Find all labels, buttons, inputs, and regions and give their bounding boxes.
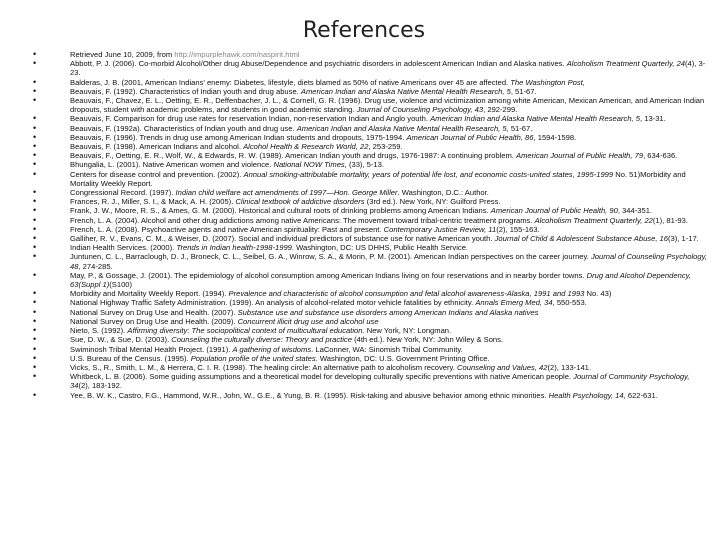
reference-item (0, 289, 710, 298)
reference-text: Congressional Record. (1997). (70, 188, 176, 198)
reference-source: Substance use and substance use disorders among American Indians and Alaska natives (237, 307, 539, 317)
reference-text: Beauvais, F. (1992a). Characteristics of Indian youth and drug use. (70, 123, 297, 133)
reference-source: Prevalence and characteristic of alcohol consumption and fetal alcohol awareness-Alaska, 1991 and 1993 (228, 289, 585, 299)
reference-text: Beauvais, F., Oetting, E. R., Wolf, W., & Edwards, R. W. (1989). American Indian youth and drugs, 1976-1987: A continuing problem. (70, 151, 517, 161)
reference-item (0, 225, 710, 234)
slide-title: References (302, 18, 426, 43)
bullet-icon: • (33, 141, 37, 152)
reference-text: Beauvais, F. (1992). Characteristics of Indian youth and drug abuse. (70, 86, 301, 96)
reference-text: Nieto, S. (1992). (70, 326, 128, 336)
reference-text: National Survey on Drug Use and Health. (2007). (70, 307, 238, 317)
reference-text: Bhungalia, L. (2001). Native American women and violence. (70, 160, 274, 170)
reference-text: Vicks, S., R., Smith, L. M., & Herrera, C. I. R. (1998). The healing circle: An alternative path to alcoholism recovery. (70, 362, 458, 372)
reference-text: . Washington, DC: US DHHS, Public Health Service. (291, 243, 469, 253)
bullet-icon: • (33, 168, 37, 179)
reference-text: No. 51)Morbidity and Mortality Weekly Report. (70, 169, 686, 188)
bullet-icon: • (33, 214, 37, 225)
reference-item (0, 308, 710, 317)
reference-item (0, 372, 710, 390)
reference-text: Indian Health Services. (2000). (70, 243, 177, 253)
reference-text: (33), 5-13. (346, 160, 384, 170)
reference-text: , 274-285. (78, 261, 113, 271)
reference-item (0, 188, 710, 197)
bullet-icon: • (33, 205, 37, 216)
reference-link[interactable]: http://impurplehawk.com/naspirit.html (174, 50, 300, 59)
reference-text: (4th ed.). New York, NY: John Wiley & Sons. (351, 335, 504, 345)
reference-item (0, 234, 710, 243)
bullet-icon: • (33, 315, 37, 326)
reference-source: Drug and Alcohol Dependency, 63(Suppl 1) (70, 270, 691, 290)
reference-item (0, 363, 710, 372)
bullet-icon: • (33, 389, 37, 400)
reference-item (0, 59, 710, 77)
bullet-icon: • (33, 371, 37, 382)
bullet-icon: • (33, 187, 37, 198)
reference-item (0, 87, 710, 96)
reference-text: French, L. A. (2004). Alcohol and other drug addictions among native Americans: The movement toward tribal-centric treatment programs. (70, 215, 535, 225)
reference-list (0, 50, 710, 400)
bullet-icon: • (33, 76, 37, 87)
reference-source: Affirming diversity: The sociopolitical context of multicultural education (127, 326, 363, 336)
reference-text: , 634-636. (643, 151, 678, 161)
reference-text: , 51-67. (506, 123, 533, 133)
reference-item (0, 206, 710, 215)
reference-item (0, 197, 710, 206)
reference-text: (3), 1-17. (667, 234, 699, 244)
reference-item (0, 298, 710, 307)
reference-item (0, 160, 710, 169)
bullet-icon: • (33, 233, 37, 244)
reference-item (0, 170, 710, 188)
reference-source: American Journal of Public Health, 79 (516, 151, 644, 161)
reference-source: American Journal of Public Health, 86 (406, 132, 534, 142)
reference-item (0, 354, 710, 363)
bullet-icon: • (33, 343, 37, 354)
reference-source: Journal of Community Psychology, 34 (70, 372, 690, 391)
reference-source: Journal of Counseling Psychology, 43 (356, 105, 484, 115)
reference-text: National Highway Traffic Safety Administration. (1999). An analysis of alcohol-related motor vehicle fatalities by ethnicity. (70, 298, 476, 308)
reference-text: Beauvais, F., Chavez, E. L., Oetting, E. R., Deffenbacher, J. L., & Cornell, G. R. (1996). Drug use, violence and victimization among white American, Mexican American, and American Indian dropouts, student with academic problems, and students in good academic standing. (70, 96, 705, 115)
reference-item (0, 243, 710, 252)
reference-text: (2), 133-141. (547, 362, 591, 372)
reference-source: American Indian and Alaska Native Mental Health Research, 5 (430, 114, 640, 124)
reference-source: Concurrent illicit drug use and alcohol use (237, 316, 379, 326)
reference-text: , 344-351. (617, 206, 653, 216)
reference-source: National NOW Times, (273, 160, 347, 170)
reference-text: (4), 3-23. (70, 59, 706, 78)
reference-text: Frank, J. W., Moore, R. S., & Ames, G. M. (2000). Historical and cultural roots of drinking problems among American Indians. (70, 206, 491, 216)
reference-text: Morbidity and Mortality Weekly Report. (1994). (70, 289, 229, 299)
reference-text: Abbott, P. J. (2006). Co-morbid Alcohol/Other drug Abuse/Dependence and psychiatric disorders in adolescent American Indian and Alaska natives. (70, 59, 567, 69)
bullet-icon: • (33, 131, 37, 142)
bullet-icon: • (33, 242, 37, 253)
reference-text: Frances, R. J., Miller, S. I., & Mack, A. H. (2005). (70, 197, 236, 207)
reference-source: Health Psychology, 14, (548, 390, 626, 400)
reference-text: Yee, B. W. K., Castro, F.G., Hammond, W.R., John, W., G.E., & Yung, B. R. (1995). Risk-taking and abusive behavior among ethnic minorities. (70, 390, 549, 400)
reference-text: National Survey on Drug Use and Health. (2009). (70, 316, 238, 326)
reference-text: Beauvais, F. Comparison for drug use rates for reservation Indian, non-reservation Indian and Anglo youth. (70, 114, 431, 124)
reference-text: , 13-31. (640, 114, 666, 124)
bullet-icon: • (33, 352, 37, 363)
reference-source: Population profile of the united states (190, 353, 316, 363)
reference-source: Journal of Counseling Psychology, 48 (70, 252, 707, 271)
reference-text: . LaConner, WA: Sinomish Tribal Community. (311, 344, 463, 354)
reference-source: American Indian and Alaska Native Mental Health Research, 5 (300, 86, 511, 96)
reference-item (0, 96, 710, 114)
reference-item (0, 151, 710, 160)
reference-text: , 292-299. (483, 105, 518, 115)
reference-text: Whitbeck, L. B. (2006). Some guiding assumptions and a theoretical model for developing culturally specific preventions with native American people. (70, 372, 574, 382)
reference-text: , 51-67. (510, 86, 537, 96)
reference-source: Counseling and Values, 42 (457, 362, 548, 372)
bullet-icon: • (33, 159, 37, 170)
reference-source: Indian child welfare act amendments of 1997—Hon. George Miller (175, 188, 398, 198)
reference-item (0, 391, 710, 400)
reference-text: Centers for disease control and prevention. (2002). (70, 169, 244, 179)
reference-item (0, 271, 710, 289)
reference-text: (1), 81-93. (652, 215, 688, 225)
reference-text: . New York, NY: Longman. (362, 326, 452, 336)
reference-source: Counseling the culturally diverse: Theory and practice (171, 335, 352, 345)
bullet-icon: • (33, 334, 37, 345)
reference-text: May, P., & Gossage, J. (2001). The epidemiology of alcohol consumption among American Indians living on four reservations and in nearby border towns. (70, 270, 587, 280)
reference-source: American Journal of Public Health, 90 (490, 206, 618, 216)
reference-source: Trends in Indian health-1998-1999 (176, 243, 292, 253)
reference-text: Retrieved June 10, 2009, from (70, 50, 175, 59)
reference-source: Alcoholism Treatment Quarterly, 24 (566, 59, 686, 69)
reference-item (0, 252, 710, 270)
reference-item (0, 142, 710, 151)
reference-item (0, 345, 710, 354)
reference-source: Alcohol Health & Research World, 22 (243, 142, 369, 152)
bullet-icon: • (33, 85, 37, 96)
reference-item (0, 124, 710, 133)
bullet-icon: • (33, 325, 37, 336)
reference-text: , 1594-1598. (533, 132, 577, 142)
reference-source: A gathering of wisdoms (232, 344, 312, 354)
reference-text: Balderas, J. B. (2001, American Indians' enemy: Diabetes, lifestyle, diets blamed as 50% of native Americans over 45 are affected. (70, 77, 511, 87)
reference-source: Contemporary Justice Review, 11 (383, 224, 497, 234)
reference-source: Annals Emerg Med, 34 (475, 298, 553, 308)
reference-text: (3rd ed.). New York, NY: Guilford Press. (364, 197, 501, 207)
reference-text: U.S. Bureau of the Census. (1995). (70, 353, 191, 363)
reference-text: . Washington, D.C.: Author. (397, 188, 489, 198)
reference-text: 622-631. (625, 390, 658, 400)
bullet-icon: • (33, 150, 37, 161)
bullet-icon: • (33, 196, 37, 207)
reference-source: Clinical textbook of addictive disorders (235, 197, 365, 207)
reference-source: The Washington Post, (510, 77, 585, 87)
bullet-icon: • (33, 306, 37, 317)
bullet-icon: • (33, 49, 37, 59)
reference-text: . Washington, DC: U.S. Government Printing Office. (315, 353, 490, 363)
reference-item (0, 326, 710, 335)
reference-item (0, 216, 710, 225)
reference-text: , 253-259. (368, 142, 403, 152)
bullet-icon: • (33, 269, 37, 280)
reference-source: American Indian and Alaska Native Mental Health Research, 5 (296, 123, 507, 133)
bullet-icon: • (33, 122, 37, 133)
reference-source: Journal of Child & Adolescent Substance Abuse, 16 (494, 234, 668, 244)
reference-text: Beauvais, F. (1996). Trends in drug use among American Indian students and dropouts, 1975-1994. (70, 132, 407, 142)
reference-text: Galliher, R. V., Evans, C. M., & Weiser, D. (2007). Social and individual predictors of substance use for native American youth. (70, 234, 495, 244)
reference-source: Alcoholism Treatment Quarterly, 22 (534, 215, 653, 225)
bullet-icon: • (33, 95, 37, 106)
reference-text: French, L. A. (2008). Psychoactive agents and native American spirituality: Past and present. (70, 224, 384, 234)
bullet-icon: • (33, 223, 37, 234)
reference-item (0, 78, 710, 87)
bullet-icon: • (33, 361, 37, 372)
reference-text: Sue, D. W., & Sue, D. (2003). (70, 335, 172, 345)
reference-text: (2), 183-192. (78, 381, 122, 391)
bullet-icon: • (33, 297, 37, 308)
bullet-icon: • (33, 113, 37, 124)
reference-source: Annual smoking-attributable mortality, years of potential life lost, and economic costs-united states, 1995-1999 (243, 169, 614, 179)
bullet-icon: • (33, 288, 37, 299)
reference-item (0, 114, 710, 123)
reference-text: , 550-553. (552, 298, 587, 308)
reference-text: (2), 155-163. (496, 224, 540, 234)
bullet-icon: • (33, 251, 37, 262)
reference-text: Juntunen, C. L., Barraclough, D. J., Broneck, C. L., Seibel, G. A., Winrow, S. A., & Morin, P. M. (2001). American Indian perspectives on the career journey. (70, 252, 591, 262)
reference-item (0, 317, 710, 326)
reference-item (0, 335, 710, 344)
reference-text: Swiminosh Tribal Mental Health Project. (1991). (70, 344, 233, 354)
reference-item (0, 133, 710, 142)
reference-text: (S100) (109, 280, 133, 290)
reference-item (0, 50, 710, 59)
bullet-icon: • (33, 58, 37, 69)
reference-text: Beauvais, F. (1998). American Indians and alcohol. (70, 142, 244, 152)
reference-text: No. 43) (584, 289, 612, 299)
